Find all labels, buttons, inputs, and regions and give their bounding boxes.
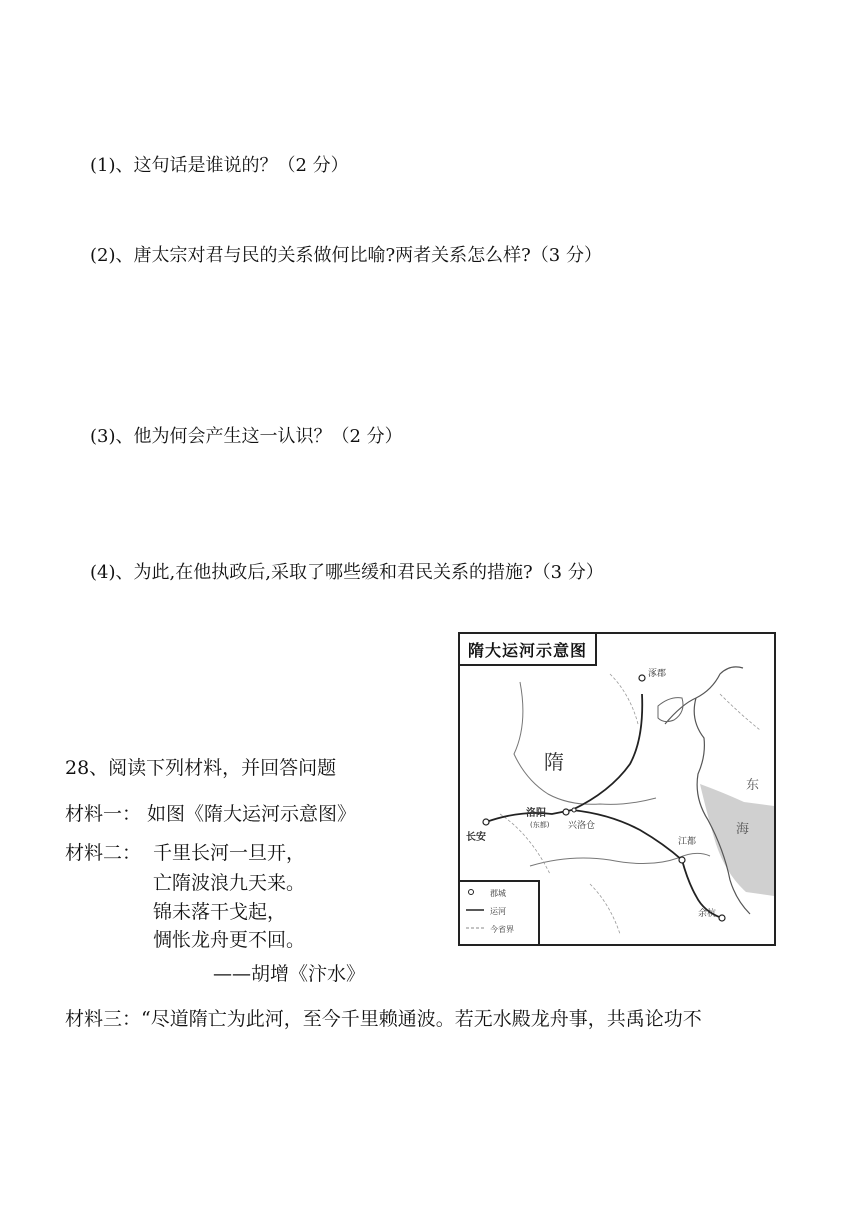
sea-shading (700, 784, 774, 896)
legend-row-canal: 运河 (490, 907, 506, 916)
poem-line-4: 惆怅龙舟更不回。 (153, 929, 306, 951)
material-1: 材料一： 如图《隋大运河示意图》 (65, 803, 357, 825)
jiangdu-marker (679, 857, 685, 863)
poem-line-1: 千里长河一旦开， (153, 842, 306, 864)
label-changan: 长安 (466, 832, 486, 843)
legend-row-city: 郡城 (466, 888, 506, 899)
question-4: (4)、为此,在他执政后,采取了哪些缓和君民关系的措施?（3 分） (90, 562, 604, 583)
label-jiangdu: 江都 (678, 837, 697, 847)
label-luoyang: 洛阳 (526, 808, 546, 819)
poem-author: ——胡增《汴水》 (213, 963, 366, 985)
question-1: (1)、这句话是谁说的？（2 分） (90, 155, 349, 176)
yuhang-marker (719, 915, 725, 921)
legend-row-border: 今省界 (490, 925, 514, 934)
label-yuhang: 余杭 (698, 909, 717, 919)
xingluocang-marker (572, 808, 576, 812)
label-luoyang-sub: (东都) (530, 821, 550, 829)
question-2: (2)、唐太宗对君与民的关系做何比喻?两者关系怎么样?（3 分） (90, 245, 602, 266)
label-xingluocang: 兴洛仓 (568, 821, 596, 831)
poem-line-2: 亡隋波浪九天来。 (153, 872, 306, 894)
map-legend (460, 880, 540, 944)
label-zhuojun: 涿郡 (648, 669, 667, 679)
label-dong: 东 (746, 778, 760, 793)
material-3: 材料三：“尽道隋亡为此河，至今千里赖通波。若无水殿龙舟事，共禹论功不 (65, 1008, 702, 1030)
material-2-label: 材料二： (65, 842, 142, 864)
label-hai: 海 (736, 822, 750, 837)
canal-yongji (572, 694, 642, 810)
luoyang-marker (563, 809, 569, 815)
map-title: 隋大运河示意图 (460, 634, 597, 666)
grand-canal-map (458, 632, 776, 946)
changan-marker (483, 819, 489, 825)
label-sui: 隋 (544, 750, 564, 774)
poem-line-3: 锦未落干戈起， (153, 901, 287, 923)
question-28-heading: 28、阅读下列材料，并回答问题 (65, 757, 337, 779)
zhuojun-marker (639, 675, 645, 681)
yellow-river (514, 682, 656, 804)
question-3: (3)、他为何会产生这一认识？（2 分） (90, 426, 403, 447)
